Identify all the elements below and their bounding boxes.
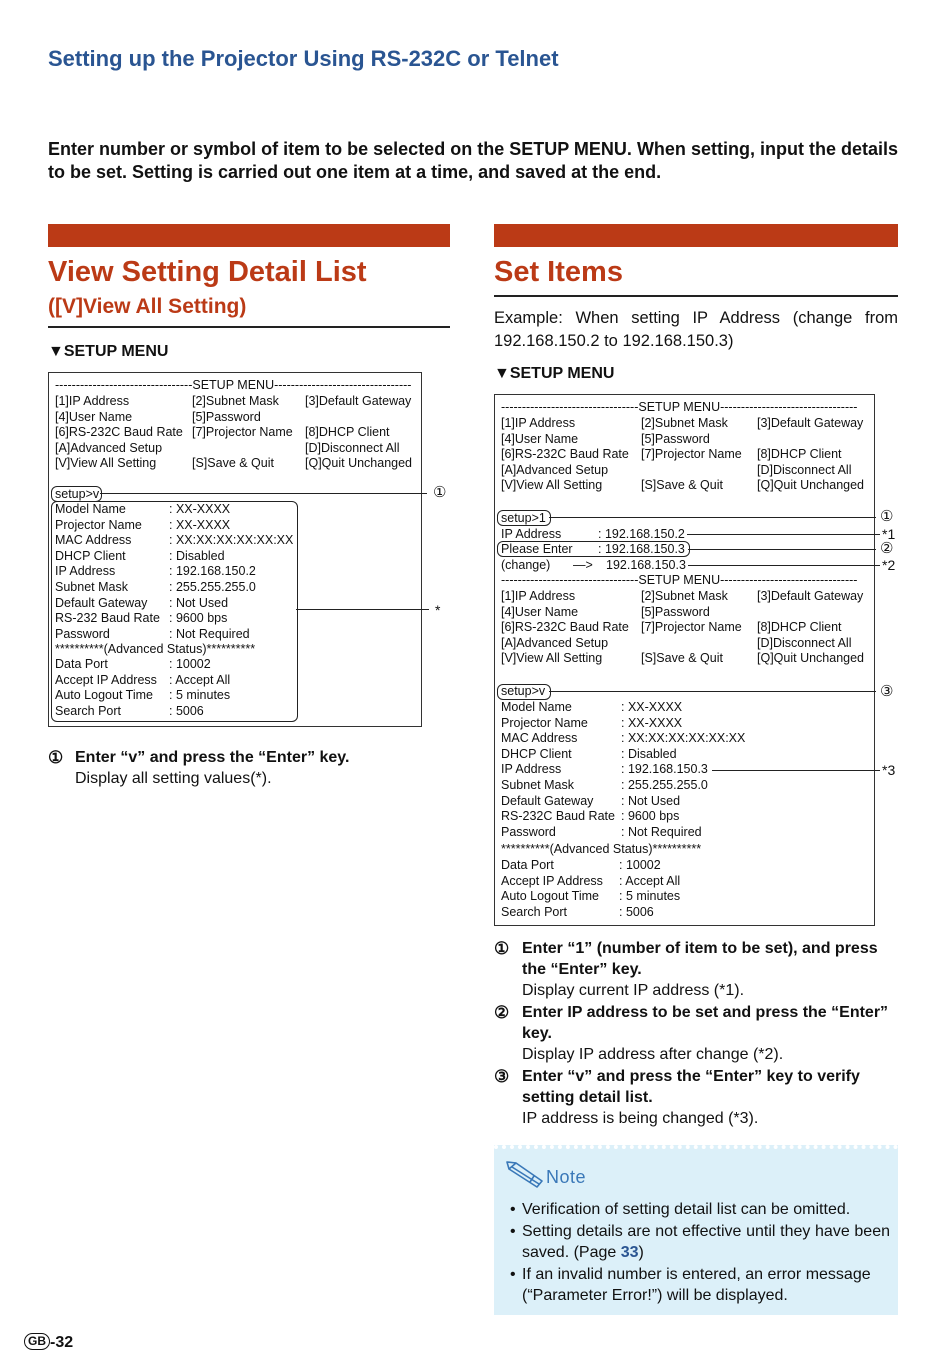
note-item-2: • Setting details are not effective until they have been saved. (Page 33) (510, 1223, 890, 1261)
ip-label: IP Address (501, 527, 562, 541)
terminal-menu-item: [S]Save & Quit (192, 456, 274, 471)
terminal-menu-item: [7]Projector Name (192, 425, 293, 440)
terminal-menu-banner: ---------------------------------SETUP MENU--------------------------------- (501, 573, 858, 587)
step-number: ② (494, 1003, 510, 1022)
page-link[interactable]: 33 (620, 1244, 639, 1261)
step-instruction: Enter IP address to be set and press the “Enter” key. (522, 1004, 889, 1042)
terminal-menu-item: [5]Password (192, 409, 261, 424)
left-section-title: View Setting Detail List (48, 256, 367, 288)
enter-label: Please Enter (501, 542, 573, 556)
right-section-rule (494, 295, 898, 297)
step-instruction: Enter “v” and press the “Enter” key. (75, 749, 350, 766)
terminal-menu-banner: ---------------------------------SETUP MENU--------------------------------- (55, 378, 412, 392)
callout-asterisk: * (435, 602, 441, 618)
right-step-2 (494, 1002, 898, 1065)
terminal-menu-item: [4]User Name (501, 604, 579, 619)
intro-paragraph: Enter number or symbol of item to be selected on the SETUP MENU. When setting, input the details to be set. Setting is carried out one item at a time, and saved at the end. (48, 139, 898, 182)
setting-value: : Disabled (621, 746, 677, 761)
advanced-setting-value: : Accept All (619, 873, 681, 888)
advanced-setting-value: : 5006 (169, 703, 204, 718)
setting-label: Password (55, 626, 110, 641)
ip-value: : 192.168.150.2 (598, 527, 685, 541)
setting-value: : Disabled (169, 548, 225, 563)
left-setup-menu-label: ▼SETUP MENU (48, 343, 169, 360)
note-item-text-after: ) (638, 1244, 644, 1261)
terminal-menu-item: [7]Projector Name (641, 620, 742, 635)
note-item-text: Setting details are not effective until they have been saved. (Page (522, 1223, 890, 1261)
setting-label: MAC Address (501, 731, 578, 746)
example-text: Example: When setting IP Address (change from 192.168.150.2 to 192.168.150.3) (494, 309, 898, 350)
setting-label: RS-232 Baud Rate (55, 611, 160, 626)
setting-label: Model Name (55, 502, 126, 516)
step-result: Display all setting values(*). (75, 770, 272, 787)
gb-badge: GB (24, 1333, 50, 1350)
advanced-setting-value: : Accept All (169, 672, 231, 687)
note-title: Note (546, 1167, 587, 1187)
terminal-menu-item: [1]IP Address (501, 589, 576, 603)
setting-label: IP Address (501, 762, 562, 777)
setting-value: : 255.255.255.0 (621, 778, 708, 792)
change-arrow: —> (573, 558, 593, 572)
right-step-1 (494, 938, 898, 1001)
left-section-bar (48, 224, 450, 247)
setting-label: Default Gateway (501, 793, 594, 808)
step-result: Display IP address after change (*2). (522, 1046, 784, 1063)
terminal-menu-item: [8]DHCP Client (305, 425, 390, 440)
setting-value: : XX:XX:XX:XX:XX:XX (169, 533, 294, 548)
terminal-menu-item: [8]DHCP Client (757, 620, 842, 635)
left-terminal (48, 372, 422, 727)
terminal-menu-item: [6]RS-232C Baud Rate (501, 620, 629, 635)
setting-label: IP Address (55, 564, 116, 579)
advanced-setting-value: : 10002 (619, 858, 661, 872)
terminal-menu-item: [3]Default Gateway (757, 416, 864, 430)
advanced-setting-label: Search Port (55, 703, 122, 718)
terminal-menu-item: [3]Default Gateway (305, 394, 412, 408)
note-box (494, 1145, 898, 1315)
setting-label: Password (501, 824, 556, 839)
terminal-menu-item: [1]IP Address (55, 394, 130, 408)
setting-value: : 192.168.150.2 (169, 564, 256, 579)
terminal-menu-item: [4]User Name (55, 409, 133, 424)
setting-value: : Not Used (169, 595, 229, 610)
advanced-setting-label: Data Port (55, 657, 108, 671)
terminal-menu-item: [D]Disconnect All (757, 462, 852, 477)
step-result: IP address is being changed (*3). (522, 1110, 759, 1127)
page-footer (24, 1333, 73, 1352)
advanced-setting-label: Data Port (501, 858, 554, 872)
setting-value: : Not Required (169, 626, 250, 641)
callout-marker: ① (880, 508, 894, 525)
terminal-menu-item: [V]View All Setting (55, 456, 157, 471)
terminal-prompt: setup>v (501, 684, 546, 698)
callout-asterisk: *1 (882, 526, 896, 542)
advanced-setting-value: : 5 minutes (619, 889, 681, 904)
left-section-subtitle: ([V]View All Setting) (48, 295, 247, 318)
terminal-menu-item: [A]Advanced Setup (55, 440, 163, 455)
step-instruction: Enter “1” (number of item to be set), and press the “Enter” key. (522, 940, 878, 978)
terminal-menu-banner: ---------------------------------SETUP MENU--------------------------------- (501, 400, 858, 414)
change-value: 192.168.150.3 (606, 558, 686, 572)
terminal-menu-item: [A]Advanced Setup (501, 635, 609, 650)
right-terminal (494, 394, 875, 926)
terminal-menu-item: [D]Disconnect All (305, 440, 400, 455)
step-result: Display current IP address (*1). (522, 982, 745, 999)
terminal-menu-item: [2]Subnet Mask (192, 394, 279, 408)
terminal-menu-item: [V]View All Setting (501, 651, 603, 666)
advanced-setting-label: Search Port (501, 904, 568, 919)
note-item-3: • If an invalid number is entered, an error message (“Parameter Error!”) will be displayed. (510, 1264, 890, 1306)
page-title: Setting up the Projector Using RS-232C or Telnet (48, 46, 559, 71)
advanced-banner: **********(Advanced Status)********** (55, 642, 256, 656)
callout-asterisk: *2 (882, 557, 896, 573)
callout-marker: ③ (880, 683, 894, 700)
right-step-3 (494, 1066, 898, 1129)
setting-label: Projector Name (501, 715, 588, 730)
note-item-text: If an invalid number is entered, an error message (“Parameter Error!”) will be displayed. (522, 1266, 871, 1304)
terminal-menu-item: [5]Password (641, 604, 710, 619)
right-section-bar (494, 224, 898, 247)
right-section-title: Set Items (494, 256, 623, 288)
setting-label: Subnet Mask (55, 580, 128, 594)
advanced-banner: **********(Advanced Status)********** (501, 842, 702, 856)
terminal-menu-item: [S]Save & Quit (641, 651, 723, 666)
step-number: ③ (494, 1067, 510, 1086)
advanced-setting-label: Accept IP Address (55, 672, 157, 687)
setting-label: Subnet Mask (501, 778, 574, 792)
terminal-menu-item: [Q]Quit Unchanged (757, 651, 865, 666)
advanced-setting-label: Auto Logout Time (501, 889, 599, 904)
terminal-prompt: setup>v (55, 487, 100, 501)
setting-label: Projector Name (55, 517, 142, 532)
note-item-1: • Verification of setting detail list can be omitted. (510, 1199, 890, 1220)
setting-value: : XX-XXXX (621, 700, 683, 714)
pencil-note-icon (506, 1159, 546, 1189)
terminal-menu-item: [Q]Quit Unchanged (757, 478, 865, 493)
setting-value: : 9600 bps (169, 611, 228, 626)
advanced-setting-value: : 10002 (169, 657, 211, 671)
terminal-menu-item: [Q]Quit Unchanged (305, 456, 413, 471)
step-instruction: Enter “v” and press the “Enter” key to verify setting detail list. (522, 1068, 860, 1106)
terminal-menu-item: [V]View All Setting (501, 478, 603, 493)
terminal-menu-item: [D]Disconnect All (757, 635, 852, 650)
left-section-rule (48, 326, 450, 328)
terminal-menu-item: [2]Subnet Mask (641, 589, 728, 603)
setting-value: : XX-XXXX (621, 715, 683, 730)
terminal-menu-item: [7]Projector Name (641, 447, 742, 462)
terminal-menu-item: [S]Save & Quit (641, 478, 723, 493)
terminal-menu-item: [A]Advanced Setup (501, 462, 609, 477)
setting-value: : Not Used (621, 793, 681, 808)
setting-label: DHCP Client (55, 548, 126, 563)
terminal-menu-item: [5]Password (641, 431, 710, 446)
terminal-prompt: setup>1 (501, 511, 546, 525)
step-number: ① (494, 939, 510, 958)
callout-marker: ① (433, 484, 447, 501)
setting-value: : 192.168.150.3 (621, 762, 708, 777)
callout-asterisk: *3 (882, 762, 896, 778)
note-item-text: Verification of setting detail list can be omitted. (522, 1201, 851, 1218)
advanced-setting-value: : 5 minutes (169, 688, 231, 703)
callout-marker: ② (880, 540, 894, 557)
setting-label: Default Gateway (55, 595, 148, 610)
enter-value: : 192.168.150.3 (598, 542, 685, 556)
setting-value: : Not Required (621, 824, 702, 839)
setting-label: DHCP Client (501, 746, 572, 761)
advanced-setting-label: Auto Logout Time (55, 688, 153, 703)
setting-label: RS-232C Baud Rate (501, 809, 615, 824)
setting-label: MAC Address (55, 533, 132, 548)
advanced-setting-label: Accept IP Address (501, 873, 603, 888)
terminal-menu-item: [6]RS-232C Baud Rate (501, 447, 629, 462)
change-label: (change) (501, 558, 551, 572)
terminal-menu-item: [4]User Name (501, 431, 579, 446)
terminal-menu-item: [6]RS-232C Baud Rate (55, 425, 183, 440)
terminal-menu-item: [3]Default Gateway (757, 589, 864, 603)
page-number: -32 (50, 1334, 74, 1351)
setting-value: : 255.255.255.0 (169, 580, 256, 594)
terminal-menu-item: [2]Subnet Mask (641, 416, 728, 430)
setting-value: : 9600 bps (621, 809, 680, 824)
setting-label: Model Name (501, 700, 572, 714)
setting-value: : XX-XXXX (169, 517, 231, 532)
left-step-1 (48, 747, 450, 789)
step-number: ① (48, 748, 64, 767)
right-setup-menu-label: ▼SETUP MENU (494, 365, 615, 382)
terminal-menu-item: [8]DHCP Client (757, 447, 842, 462)
terminal-menu-item: [1]IP Address (501, 416, 576, 430)
setting-value: : XX-XXXX (169, 502, 231, 516)
setting-value: : XX:XX:XX:XX:XX:XX (621, 731, 746, 746)
advanced-setting-value: : 5006 (619, 904, 654, 919)
